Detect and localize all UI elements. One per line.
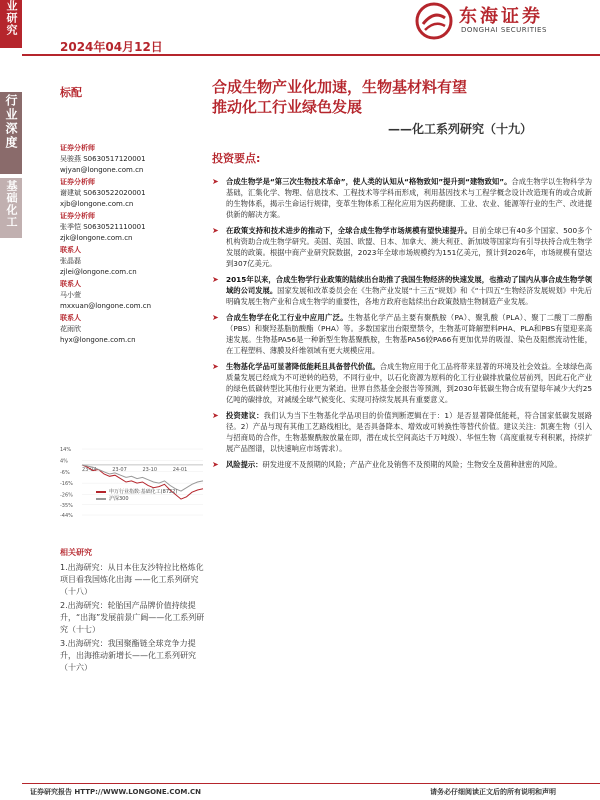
investment-points-heading: 投资要点:	[212, 152, 261, 165]
analyst-role: 证券分析师	[60, 144, 95, 152]
point-lead: 投资建议：	[226, 411, 264, 420]
contact-name: 花雨欣	[60, 325, 81, 333]
bullet-arrow-icon: ➤	[212, 362, 219, 371]
related-item[interactable]: 1.出海研究：从日本住友沙特拉比格炼化项目看我国炼化出海 ——化工系列研究（十八）	[60, 563, 204, 596]
bullet-arrow-icon: ➤	[212, 460, 219, 469]
point-text: 合成生物学以生物科学为基础，汇集化学、物理、信息技术、工程技术等学科而形成，利用基因技术与工程学概念设计改造现有的或合成新的生物体系，揭示生命运行规律，变革生物体系工程化应用为医药健康、工业、农业、能源等行业的生产、改进提供新的解决方案。	[226, 177, 592, 219]
legend-item	[96, 496, 177, 503]
x-tick-label: 23-07	[112, 466, 127, 473]
investment-point	[212, 274, 592, 307]
legend-label: 申万行业指数:基础化工(8722)	[109, 489, 178, 495]
point-text: 国家发展和改革委员会在《生物产业发展“十三五”规划》和《“十四五”生物经济发展规划》中先后明确发展生物产业和合成生物学的重要性，各地方政府也陆续出台政策鼓励生物制造产业发展。	[226, 286, 593, 306]
investment-point	[212, 361, 592, 405]
analyst-role: 证券分析师	[60, 178, 95, 186]
point-lead: 合成生物学是“第三次生物技术革命”，使人类的认知从“格物致知”提升到“建物致知”。	[226, 177, 512, 186]
point-lead: 生物基化学品可显著降低能耗且具备替代价值。	[226, 362, 380, 371]
point-text: 我们认为当下生物基化学品项目的价值判断逻辑在于：1）是否显著降低能耗，符合国家低碳发展路径。2）产品与现有其他工艺路线相比，是否具备降本、增效或可转换性等替代价值。建议关注：凯赛生物（引入与招商局的合作，生物基聚酰胺放量在即，潜在成长空间高达千万吨级）、华恒生物（高度重视专利积累，持续扩展产品图谱，以快速响应市场需求）。	[226, 411, 593, 453]
x-tick-label: 23-04	[82, 466, 97, 473]
analyst-email[interactable]: zjk@longone.com.cn	[60, 234, 133, 242]
y-tick-label: 14%	[60, 447, 72, 453]
side-series-label: 行业深度	[4, 94, 18, 150]
bullet-arrow-icon: ➤	[212, 313, 219, 322]
footer-divider	[22, 783, 600, 784]
logo-mark-icon	[415, 2, 453, 40]
bullet-arrow-icon: ➤	[212, 177, 219, 186]
investment-points	[212, 176, 592, 475]
logo-cn-text: 东海证券	[459, 6, 543, 27]
investment-point	[212, 312, 592, 356]
side-sector-label: 基础化工	[5, 180, 18, 228]
contact-name: 马小萱	[60, 291, 81, 299]
contact-email[interactable]: hyx@longone.com.cn	[60, 336, 136, 344]
analyst-name: 张季恺 S0630521110001	[60, 223, 146, 231]
report-date: 2024年04月12日	[60, 40, 163, 54]
point-text: 研发进度不及预期的风险；产品产业化及销售不及预期的风险；生物安全及菌种泄密的风险。	[262, 460, 562, 469]
y-tick-label: 4%	[60, 458, 68, 465]
y-tick-label: -16%	[60, 481, 73, 488]
investment-point	[212, 225, 592, 269]
report-title-line-2: 推动化工行业绿色发展	[212, 98, 363, 116]
side-sector-bar	[0, 178, 22, 238]
side-category-label: 业研究	[5, 0, 18, 36]
side-category-bar	[0, 0, 22, 48]
analyst-name: 谢建斌 S0630522020001	[60, 189, 146, 197]
analyst-email[interactable]: xjb@longone.com.cn	[60, 200, 134, 208]
rating-tag: 标配	[60, 86, 82, 99]
legend-swatch-sector	[96, 491, 106, 493]
point-text: 目前全球已有40多个国家、500多个机构资助合成生物学研究。美国、英国、欧盟、日本、加拿大、澳大利亚、新加坡等国家均有引导扶持合成生物学发展的政策。根据中商产业研究院数据，2023年全球市场规模约为151亿美元，预计到2026年，市场规模有望达到307亿美元。	[226, 226, 592, 268]
bullet-arrow-icon: ➤	[212, 411, 219, 420]
related-heading: 相关研究	[60, 548, 92, 557]
x-tick-label: 23-10	[142, 466, 158, 473]
investment-point	[212, 410, 592, 454]
related-item[interactable]: 2.出海研究：轮胎国产品牌价值持续提升，“出海”发展前景广阔——化工系列研究（十七）	[60, 601, 205, 634]
related-item[interactable]: 3.出海研究：我国聚酯链全球竞争力提升，出海推动新增长——化工系列研究（十六）	[60, 639, 196, 672]
analyst-role: 证券分析师	[60, 212, 95, 220]
point-lead: 在政策支持和技术进步的推动下，全球合成生物学市场规模有望快速提升。	[226, 226, 472, 235]
chart-legend	[96, 489, 177, 503]
x-tick-label: 24-01	[172, 466, 188, 473]
point-lead: 2015年以来，合成生物学行业政策的陆续出台助推了我国生物经济的快速发展，也推动了国内从事合成生物学领域的公司发展。	[226, 275, 592, 295]
related-research	[60, 547, 210, 676]
contact-role: 联系人	[60, 246, 81, 254]
header-divider	[22, 54, 600, 56]
contact-role: 联系人	[60, 314, 81, 322]
investment-point	[212, 459, 592, 470]
side-series-bar	[0, 92, 22, 174]
legend-swatch-index	[96, 498, 106, 500]
contact-role: 联系人	[60, 280, 81, 288]
report-title-line-1: 合成生物产业化加速，生物基材料有望	[212, 78, 468, 96]
legend-item	[96, 489, 177, 496]
bullet-arrow-icon: ➤	[212, 275, 219, 284]
company-logo	[415, 2, 595, 42]
footer-disclaimer: 请务必仔细阅读正文后的所有说明和声明	[430, 788, 556, 796]
analyst-email[interactable]: wjyan@longone.com.cn	[60, 166, 144, 174]
bullet-arrow-icon: ➤	[212, 226, 219, 235]
footer-website[interactable]: 证券研究报告 HTTP://WWW.LONGONE.COM.CN	[30, 788, 202, 796]
point-lead: 风险提示：	[226, 460, 263, 469]
analyst-name: 吴骏燕 S0630517120001	[60, 155, 146, 163]
performance-chart	[60, 445, 205, 520]
analyst-list	[60, 142, 200, 346]
contact-email[interactable]: mxxuan@longone.com.cn	[60, 302, 152, 310]
legend-label: 沪深300	[109, 496, 129, 502]
contact-email[interactable]: zjlei@longone.com.cn	[60, 268, 137, 276]
investment-point	[212, 176, 592, 220]
y-tick-label: -44%	[60, 513, 73, 519]
y-tick-label: -6%	[60, 469, 70, 476]
point-lead: 合成生物学在化工行业中应用广泛。	[226, 313, 348, 322]
report-title	[212, 77, 592, 117]
logo-en-text: DONGHAI SECURITIES	[461, 26, 547, 34]
y-tick-label: -35%	[60, 502, 73, 509]
report-subtitle: ——化工系列研究（十九）	[388, 122, 533, 136]
point-text: 合成生物应用于化工品将带来显著的环境及社会效益。全球绿色高质量发展已经成为不可逆转的趋势，不同行业中，以石化资源为原料的化工行业碳排放量位居前列，因此石化产业的绿色低碳转型比其他行业更为紧迫。世界自然基金会报告等预测，到2030年低碳生物合成有望每年减少大约25亿吨的碳排放，对减缓全球气候变化、实现可持续发展具有重要意义。	[226, 362, 593, 404]
point-text: 生物基化学产品主要有聚酰胺（PA）、聚乳酸（PLA）、聚丁二酸丁二醇酯（PBS）和聚羟基脂肪酸酯（PHA）等。多数国家出台限塑禁令，生物基可降解塑料PHA、PLA和PBS有望迎来高速发展。生物基PA56是一种新型生物基聚酰胺，生物基PA56较PA66有更加优异的吸湿、染色及阻燃流动性能，在工程塑料、薄膜及纤维领域有更大规模应用。	[226, 313, 592, 355]
contact-name: 张晶磊	[60, 257, 81, 265]
y-tick-label: -26%	[60, 492, 73, 499]
